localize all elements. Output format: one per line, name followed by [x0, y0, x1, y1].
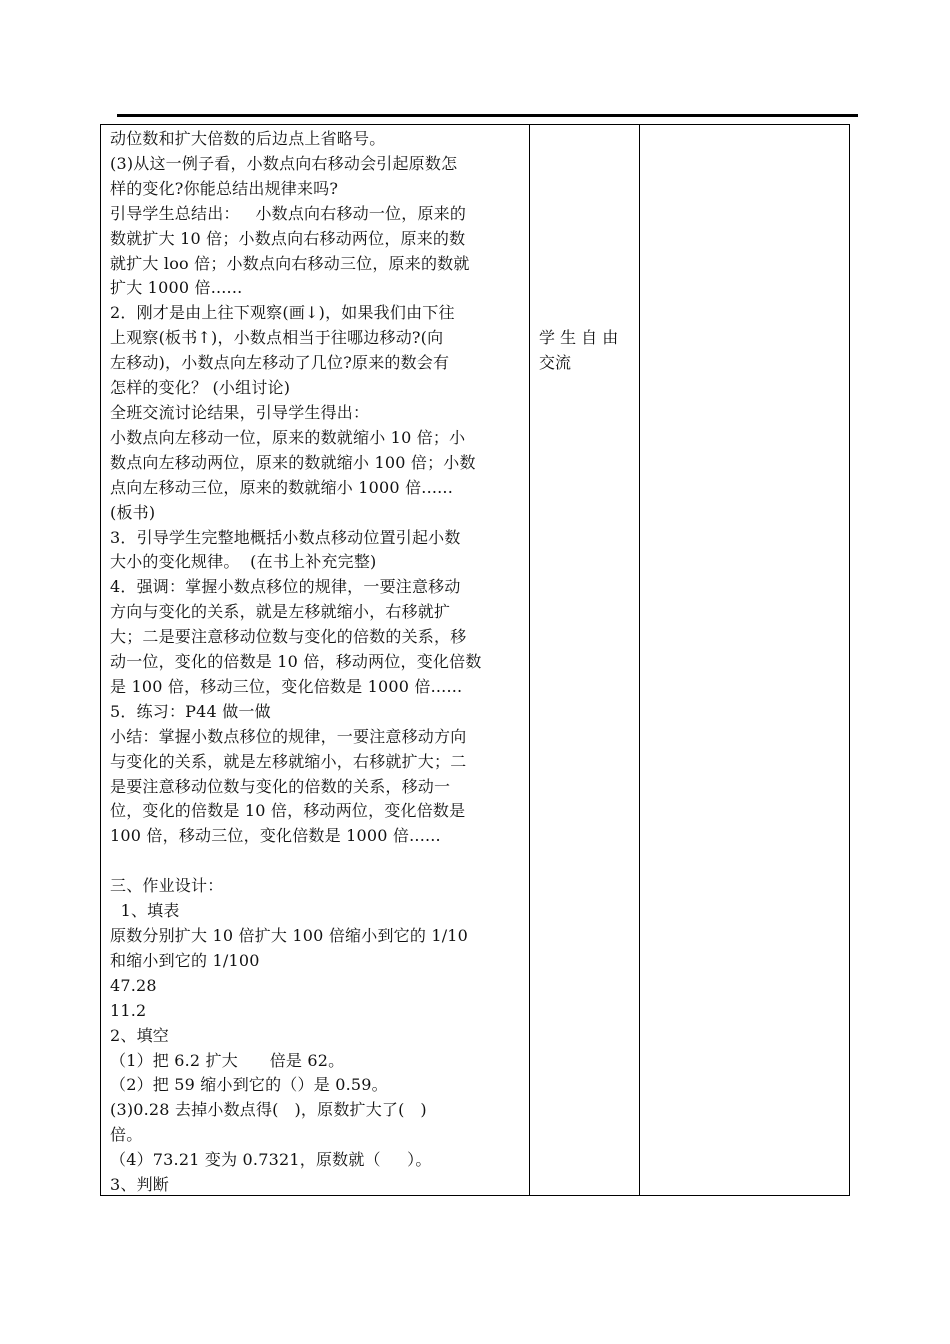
text-line: 小结：掌握小数点移位的规律，一要注意移动方向	[110, 726, 467, 746]
text-line: 1、填表	[110, 901, 180, 921]
text-line: 4．强调：掌握小数点移位的规律，一要注意移动	[110, 577, 461, 597]
text-line: 2．刚才是由上往下观察(画↓)，如果我们由下往	[110, 303, 455, 323]
text-line: 5．练习：P44 做一做	[110, 701, 271, 721]
notes-column	[646, 125, 846, 1195]
text-line: 怎样的变化？ (小组讨论)	[110, 378, 291, 398]
activity-line: 交流	[539, 353, 572, 372]
text-line: 数就扩大 10 倍；小数点向右移动两位，原来的数	[110, 228, 466, 248]
student-activity-column	[539, 325, 637, 375]
text-line: 3．引导学生完整地概括小数点移动位置引起小数	[110, 527, 461, 547]
text-line: 位，变化的倍数是 10 倍，移动两位，变化倍数是	[110, 801, 466, 821]
text-line: 与变化的关系，就是左移就缩小，右移就扩大；二	[110, 751, 467, 771]
column-divider	[529, 125, 530, 1195]
text-line: 全班交流讨论结果，引导学生得出：	[110, 402, 370, 422]
text-line: 是要注意移动位数与变化的倍数的关系，移动一	[110, 776, 451, 796]
text-line: (板书)	[110, 502, 156, 522]
text-line: 大；二是要注意移动位数与变化的倍数的关系，移	[110, 627, 467, 647]
text-line: 100 倍，移动三位，变化倍数是 1000 倍......	[110, 826, 441, 846]
text-line: 倍。	[110, 1125, 143, 1145]
text-line: （4）73.21 变为 0.7321，原数就（ ）。	[110, 1150, 432, 1170]
text-line: 左移动)，小数点向左移动了几位?原来的数会有	[110, 353, 450, 373]
text-line: 11.2	[110, 1000, 147, 1020]
text-line: 就扩大 loo 倍；小数点向右移动三位，原来的数就	[110, 253, 470, 273]
text-line: 动位数和扩大倍数的后边点上省略号。	[110, 129, 386, 148]
text-line: 3、判断	[110, 1175, 169, 1195]
activity-line: 学 生 自 由	[539, 328, 619, 347]
text-line: 47.28	[110, 975, 157, 995]
text-line: （1）把 6.2 扩大 倍是 62。	[110, 1050, 345, 1070]
header-rule	[117, 114, 858, 117]
teaching-process-column	[110, 127, 522, 1198]
text-line: 是 100 倍，移动三位，变化倍数是 1000 倍......	[110, 676, 463, 696]
lesson-table	[100, 124, 850, 1196]
text-line: 2、填空	[110, 1025, 169, 1045]
text-line: 原数分别扩大 10 倍扩大 100 倍缩小到它的 1/10	[110, 926, 469, 945]
text-line	[110, 849, 522, 874]
text-line: 方向与变化的关系，就是左移就缩小，右移就扩	[110, 602, 451, 622]
text-line: (3)0.28 去掉小数点得( )，原数扩大了( )	[110, 1100, 427, 1120]
text-line: 小数点向左移动一位，原来的数就缩小 10 倍；小	[110, 427, 466, 447]
text-line: 数点向左移动两位，原来的数就缩小 100 倍；小数	[110, 452, 476, 472]
text-line: 和缩小到它的 1/100	[110, 950, 260, 970]
text-line: （2）把 59 缩小到它的（）是 0.59。	[110, 1075, 388, 1095]
text-line: 点向左移动三位，原来的数就缩小 1000 倍......	[110, 477, 454, 497]
text-line: (3)从这一例子看，小数点向右移动会引起原数怎	[110, 153, 458, 173]
text-line: 引导学生总结出： 小数点向右移动一位，原来的	[110, 203, 467, 223]
text-line: 扩大 1000 倍......	[110, 278, 243, 298]
text-line: 三、作业设计：	[110, 876, 224, 896]
text-line: 大小的变化规律。 (在书上补充完整)	[110, 552, 377, 572]
column-divider	[639, 125, 640, 1195]
text-line: 样的变化?你能总结出规律来吗?	[110, 178, 339, 198]
text-line: 动一位，变化的倍数是 10 倍，移动两位，变化倍数	[110, 652, 482, 672]
text-line: 上观察(板书↑)，小数点相当于往哪边移动?(向	[110, 328, 444, 348]
